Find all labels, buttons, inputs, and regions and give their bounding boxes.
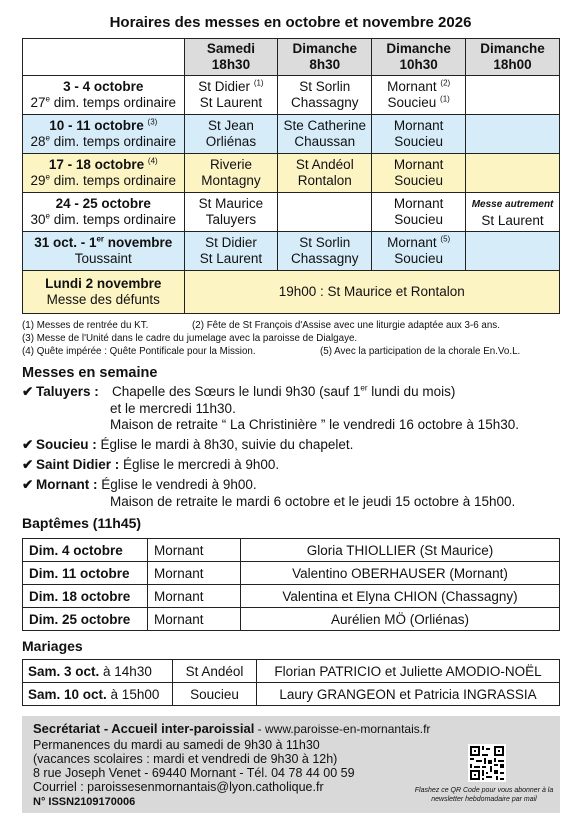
footer-issn: N° ISSN2109170006 (33, 796, 136, 808)
church: St Didier (205, 235, 257, 250)
sun10-cell (372, 115, 466, 154)
sup: er (96, 234, 105, 244)
church: Soucieu (387, 95, 437, 110)
sun8-cell (278, 232, 372, 271)
sun18-cell (466, 154, 560, 193)
cell-place: St Andéol (173, 660, 257, 683)
mass-schedule-table (22, 38, 560, 314)
church: Soucieu (394, 134, 444, 149)
check-icon: ✔ (22, 477, 34, 492)
church: Orliénas (205, 134, 257, 149)
check-icon: ✔ (22, 457, 34, 472)
date-cell (23, 193, 185, 232)
cell-place: Mornant (148, 585, 241, 608)
sunday-number: 27 (30, 95, 46, 110)
church: Mornant (393, 118, 444, 133)
feast-label: Messe des défunts (46, 292, 160, 307)
cell-place: Soucieu (173, 683, 257, 706)
church: St Laurent (199, 95, 263, 110)
sun10-cell (372, 232, 466, 271)
date-label: Lundi 2 novembre (45, 276, 162, 291)
sat-cell (184, 76, 278, 115)
church: Chassagny (291, 251, 359, 266)
sup: e (45, 133, 50, 143)
location-name: Mornant : (36, 477, 98, 492)
special-mass-label: Messe autrement (471, 199, 554, 210)
header-day: Samedi (206, 41, 255, 56)
church: Mornant (387, 79, 437, 94)
check-icon: ✔ (22, 384, 34, 399)
mariages-heading: Mariages (22, 638, 83, 654)
header-day: Dimanche (292, 41, 358, 56)
church: Chaussan (294, 134, 356, 149)
cell-date: Dim. 4 octobre (23, 539, 148, 562)
time: à 15h00 (106, 686, 160, 702)
header-day: Dimanche (480, 41, 545, 56)
footer-title-line (33, 722, 430, 737)
schedule-row (23, 115, 560, 154)
cell-place: Mornant (148, 608, 241, 631)
sup: e (45, 94, 50, 104)
date-cell (23, 115, 185, 154)
sat-cell (184, 115, 278, 154)
sat-cell (184, 154, 278, 193)
taluyers-line-3: Maison de retraite “ La Christinière ” le vendredi 16 octobre à 15h30. (110, 417, 519, 432)
header-time: 18h00 (493, 57, 532, 72)
table-row (23, 683, 560, 706)
date-label: 17 - 18 octobre (48, 157, 145, 172)
table-row (23, 539, 560, 562)
header-time: 8h30 (309, 57, 341, 72)
sun8-cell (278, 115, 372, 154)
cell-place: Mornant (148, 562, 241, 585)
footer-email[interactable]: Courriel : paroissesenmornantais@lyon.catholique.fr (33, 780, 324, 794)
table-row (23, 562, 560, 585)
note-ref: (2) (440, 78, 451, 88)
church: Soucieu (394, 251, 444, 266)
sun8-cell (278, 154, 372, 193)
footnote: (2) Fête de St François d'Assise avec une liturgie adaptée aux 3-6 ans. (192, 320, 500, 331)
sun8-cell (278, 76, 372, 115)
date-cell (23, 271, 185, 314)
cell-names: Aurélien MÖ (Orliénas) (241, 608, 560, 631)
note-ref: (4) (147, 156, 158, 166)
header-time: 10h30 (399, 57, 438, 72)
note-ref: (5) (440, 234, 451, 244)
qr-note: Flashez ce QR Code pour vous abonner à la newsletter hebdomadaire par mail (414, 787, 554, 803)
sunday-label: dim. temps ordinaire (49, 134, 177, 149)
church: Riverie (209, 157, 252, 172)
taluyers-line-1 (112, 384, 455, 400)
footer-box (22, 716, 560, 813)
location-name: Taluyers : (36, 384, 99, 399)
date-cell (23, 76, 185, 115)
schedule-row (23, 154, 560, 193)
footnote: (4) Quête impérée : Quête Pontificale pour la Mission. (22, 346, 256, 357)
mornant-line-2: Maison de retraite le mardi 6 octobre et le jeudi 15 octobre à 15h00. (110, 494, 516, 509)
footer-title: Secrétariat - Accueil inter-paroissial (33, 721, 255, 736)
church: Mornant (393, 157, 444, 172)
sunday-number: 29 (30, 173, 46, 188)
church: Soucieu (394, 212, 444, 227)
church: Chassagny (291, 95, 359, 110)
church: St Andéol (295, 157, 354, 172)
footer-holidays: (vacances scolaires : mardi et vendredi de 9h30 à 12h) (33, 752, 338, 766)
table-row (23, 608, 560, 631)
sun8-cell (278, 193, 372, 232)
table-row (23, 585, 560, 608)
footer-address: 8 rue Joseph Venet - 69440 Mornant - Tél. 04 78 44 00 59 (33, 766, 355, 780)
church: St Maurice (198, 196, 264, 211)
sunday-number: 30 (30, 212, 46, 227)
footnote: (3) Messe de l'Unité dans le cadre du jumelage avec la paroisse de Dialgaye. (22, 333, 358, 344)
header-sun8 (278, 39, 372, 76)
sun10-cell (372, 193, 466, 232)
sunday-label: dim. temps ordinaire (49, 212, 177, 227)
cell-names: Laury GRANGEON et Patricia INGRASSIA (257, 683, 560, 706)
sun18-cell (466, 232, 560, 271)
weekday-mornant (22, 477, 257, 493)
text: Église le mardi à 8h30, suivie du chapelet. (100, 437, 354, 452)
time: à 14h30 (99, 663, 152, 679)
table-row (23, 660, 560, 683)
sun18-cell (466, 193, 560, 232)
website-link[interactable]: - www.paroisse-en-mornantais.fr (254, 722, 431, 736)
header-sat (184, 39, 278, 76)
header-day: Dimanche (386, 41, 451, 56)
church: Montagny (201, 173, 261, 188)
cell-date: Dim. 18 octobre (23, 585, 148, 608)
note-ref: (3) (147, 117, 158, 127)
qr-code-icon[interactable] (468, 744, 506, 782)
sup: e (45, 172, 50, 182)
sat-cell (184, 193, 278, 232)
cell-date (23, 683, 173, 706)
church: St Didier (198, 79, 251, 94)
sun10-cell (372, 154, 466, 193)
baptemes-heading: Baptêmes (11h45) (22, 515, 142, 531)
weekday-soucieu (22, 437, 353, 453)
footer-hours: Permanences du mardi au samedi de 9h30 à 11h30 (33, 738, 320, 752)
sup: e (45, 211, 50, 221)
church: Mornant (393, 196, 444, 211)
check-icon: ✔ (22, 437, 34, 452)
schedule-row (23, 193, 560, 232)
note-ref: (1) (253, 78, 264, 88)
sun18-cell (466, 115, 560, 154)
cell-names: Valentina et Elyna CHION (Chassagny) (241, 585, 560, 608)
feast-label: Toussaint (74, 251, 132, 266)
text: Église le vendredi à 9h00. (101, 477, 257, 492)
church: Rontalon (297, 173, 352, 188)
empty-header-cell (23, 39, 185, 76)
taluyers-line-2: et le mercredi 11h30. (110, 401, 236, 416)
weekday-heading: Messes en semaine (22, 365, 158, 381)
date-part: novembre (104, 235, 173, 250)
weekday-saint-didier (22, 457, 279, 473)
cell-date: Dim. 11 octobre (23, 562, 148, 585)
church: St Sorlin (299, 79, 351, 94)
date: Sam. 10 oct. (28, 686, 107, 702)
cell-date (23, 660, 173, 683)
sup: er (360, 383, 368, 393)
church: St Laurent (481, 213, 544, 228)
location-name: Saint Didier : (36, 457, 120, 472)
church: St Jean (208, 118, 254, 133)
header-time: 18h30 (211, 57, 251, 72)
cell-names: Valentino OBERHAUSER (Mornant) (241, 562, 560, 585)
date-cell (23, 232, 185, 271)
church: Ste Catherine (283, 118, 367, 133)
sunday-number: 28 (30, 134, 46, 149)
weekday-taluyers (22, 384, 99, 400)
church: Mornant (387, 235, 437, 250)
date-part: 31 oct. - 1 (34, 235, 97, 250)
schedule-row (23, 271, 560, 314)
baptemes-table (22, 538, 560, 631)
page-title: Horaires des messes en octobre et novembre 2026 (109, 14, 472, 31)
date-label: 24 - 25 octobre (55, 196, 151, 211)
church: Taluyers (205, 212, 257, 227)
schedule-header-row (23, 39, 560, 76)
cell-names: Gloria THIOLLIER (St Maurice) (241, 539, 560, 562)
text: Église le mercredi à 9h00. (123, 457, 280, 472)
date: Sam. 3 oct. (28, 663, 100, 679)
date-label: 3 - 4 octobre (63, 79, 144, 94)
church: St Laurent (199, 251, 263, 266)
church: Soucieu (394, 173, 444, 188)
header-sun10 (372, 39, 466, 76)
footnote: (1) Messes de rentrée du KT. (22, 320, 149, 331)
mariages-table (22, 659, 560, 706)
sun10-cell (372, 76, 466, 115)
text: Chapelle des Sœurs le lundi 9h30 (sauf 1 (112, 384, 361, 399)
schedule-row (23, 76, 560, 115)
note-ref: (1) (440, 94, 450, 104)
sun18-cell (466, 76, 560, 115)
cell-place: Mornant (148, 539, 241, 562)
sunday-label: dim. temps ordinaire (49, 95, 177, 110)
date-cell (23, 154, 185, 193)
header-sun18 (466, 39, 560, 76)
sunday-label: dim. temps ordinaire (49, 173, 177, 188)
cell-date: Dim. 25 octobre (23, 608, 148, 631)
merged-cell: 19h00 : St Maurice et Rontalon (184, 271, 559, 314)
schedule-row (23, 232, 560, 271)
footnotes (22, 319, 567, 358)
text: lundi du mois) (367, 384, 456, 399)
cell-names: Florian PATRICIO et Juliette AMODIO-NOËL (257, 660, 560, 683)
sat-cell (184, 232, 278, 271)
date-label: 10 - 11 octobre (49, 118, 144, 133)
church: St Sorlin (299, 235, 351, 250)
location-name: Soucieu : (36, 437, 97, 452)
date-label (34, 235, 172, 250)
footnote: (5) Avec la participation de la chorale En.Vo.L. (320, 346, 521, 357)
